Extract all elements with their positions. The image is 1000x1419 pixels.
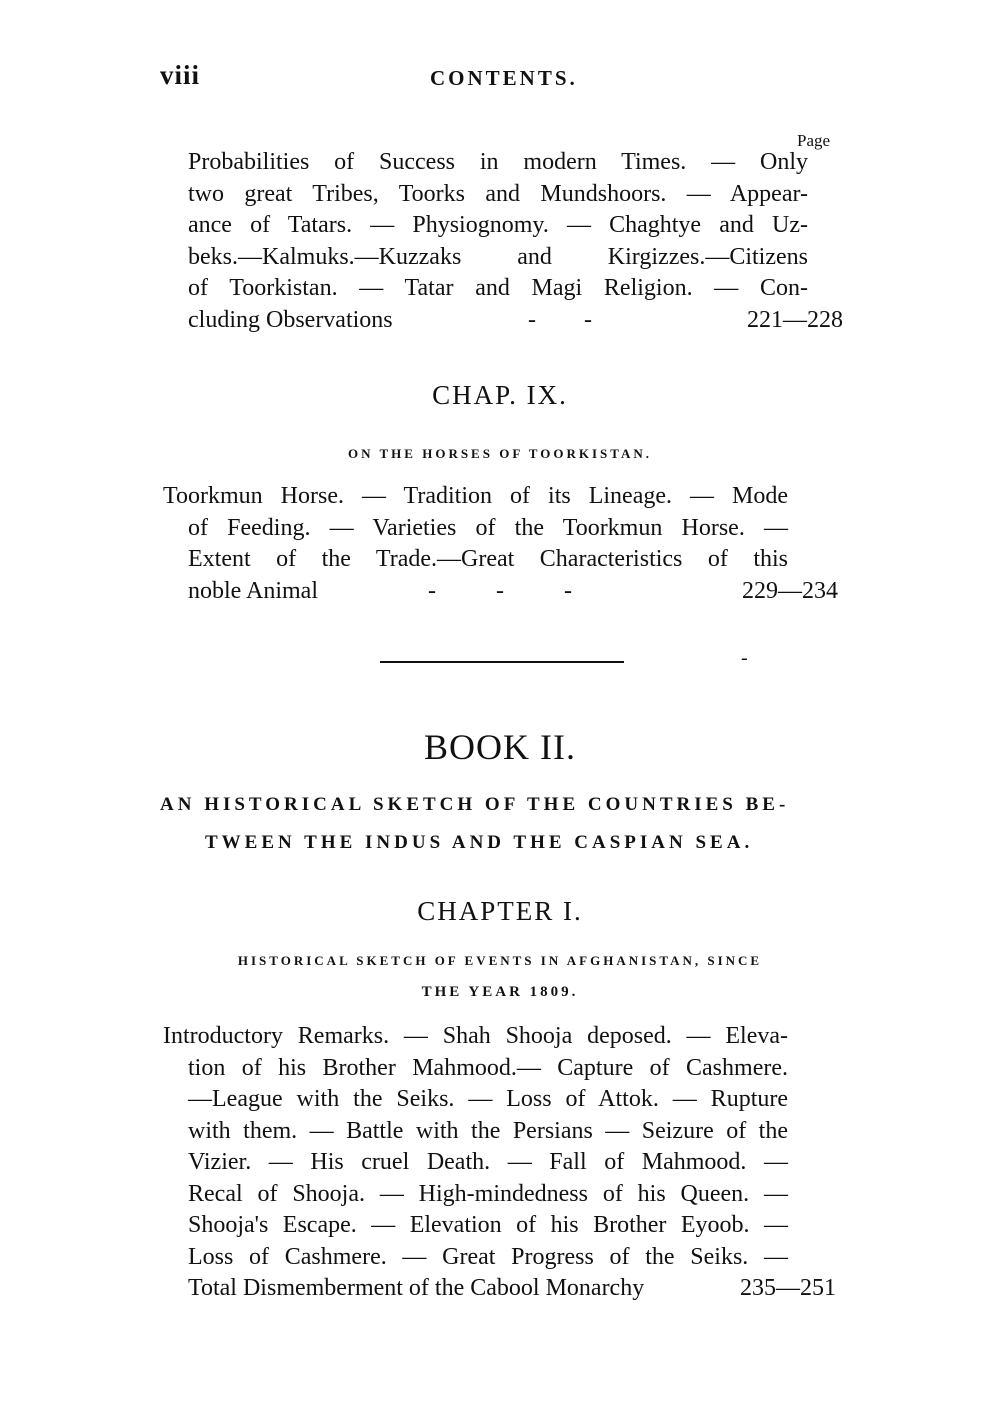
book-ii-title: BOOK II. [424, 727, 576, 767]
entry-line: beks.—Kalmuks.—Kuzzaks and Kirgizzes.—Citizens [188, 243, 808, 270]
entry-body [163, 147, 843, 336]
entry-last-line [188, 1273, 836, 1305]
entry-line: with them. — Battle with the Persians — Seizure of the [188, 1117, 788, 1144]
page-range: 221—228 [747, 306, 843, 333]
section-rule [380, 661, 624, 663]
entry-last-text: Total Dismemberment of the Cabool Monarchy [188, 1275, 645, 1301]
folio-number: viii [160, 60, 201, 90]
entry-line: —League with the Seiks. — Loss of Attok. — Rupture [188, 1086, 788, 1112]
entry-line: of Toorkistan. — Tatar and Magi Religion. — Con- [188, 275, 808, 301]
entry-line: Toorkmun Horse. — Tradition of its Lineage. — Mode [163, 483, 788, 509]
entry-line: Introductory Remarks. — Shah Shooja deposed. — Eleva- [163, 1023, 788, 1049]
contents-entry-chap-viii-end [163, 147, 843, 336]
chapter-i-subtitle-line-2: THE YEAR 1809. [421, 984, 579, 1000]
chapter-ix-subtitle: ON THE HORSES OF TOORKISTAN. [348, 446, 652, 461]
chapter-i-subtitle-line-1: HISTORICAL SKETCH OF EVENTS IN AFGHANISTAN, SINCE [237, 953, 763, 968]
running-title: CONTENTS. [430, 66, 578, 90]
entry-line: Loss of Cashmere. — Great Progress of the Seiks. — [188, 1243, 788, 1270]
page-column-label: Page [797, 131, 831, 150]
page-range: 235—251 [740, 1275, 836, 1301]
book-ii-subtitle-line-2: TWEEN THE INDUS AND THE CASPIAN SEA. [205, 832, 754, 853]
entry-line: Probabilities of Success in modern Times. — Only [188, 149, 808, 175]
book-ii-subtitle-line-1: AN HISTORICAL SKETCH OF THE COUNTRIES BE- [160, 794, 790, 815]
contents-entry-chapter-i [163, 1021, 843, 1305]
entry-line: Shooja's Escape. — Elevation of his Brother Eyoob. — [188, 1212, 788, 1238]
stray-dash: - [741, 647, 748, 669]
entry-last-line [188, 305, 843, 337]
entry-line: Vizier. — His cruel Death. — Fall of Mahmood. — [188, 1149, 788, 1175]
chapter-i-heading: CHAPTER I. [417, 896, 583, 926]
entry-last-text: cluding Observations [188, 306, 393, 333]
page-range: 229—234 [742, 577, 838, 604]
entry-line: ance of Tatars. — Physiognomy. — Chaghtye and Uz- [188, 212, 808, 238]
entry-line: Extent of the Trade.—Great Characteristics of this [188, 546, 788, 572]
contents-entry-chap-ix [163, 481, 843, 607]
dot-leaders: - - [528, 306, 592, 333]
entry-line: tion of his Brother Mahmood.— Capture of Cashmere. [188, 1054, 788, 1081]
entry-line: of Feeding. — Varieties of the Toorkmun Horse. — [188, 514, 788, 541]
entry-line: two great Tribes, Toorks and Mundshoors. — Appear- [188, 180, 808, 207]
entry-line: Recal of Shooja. — High-mindedness of his Queen. — [188, 1180, 788, 1207]
entry-last-line [188, 576, 838, 608]
entry-last-text: noble Animal [188, 577, 318, 604]
chapter-ix-heading: CHAP. IX. [432, 380, 568, 410]
dot-leaders: - - - [428, 577, 572, 604]
